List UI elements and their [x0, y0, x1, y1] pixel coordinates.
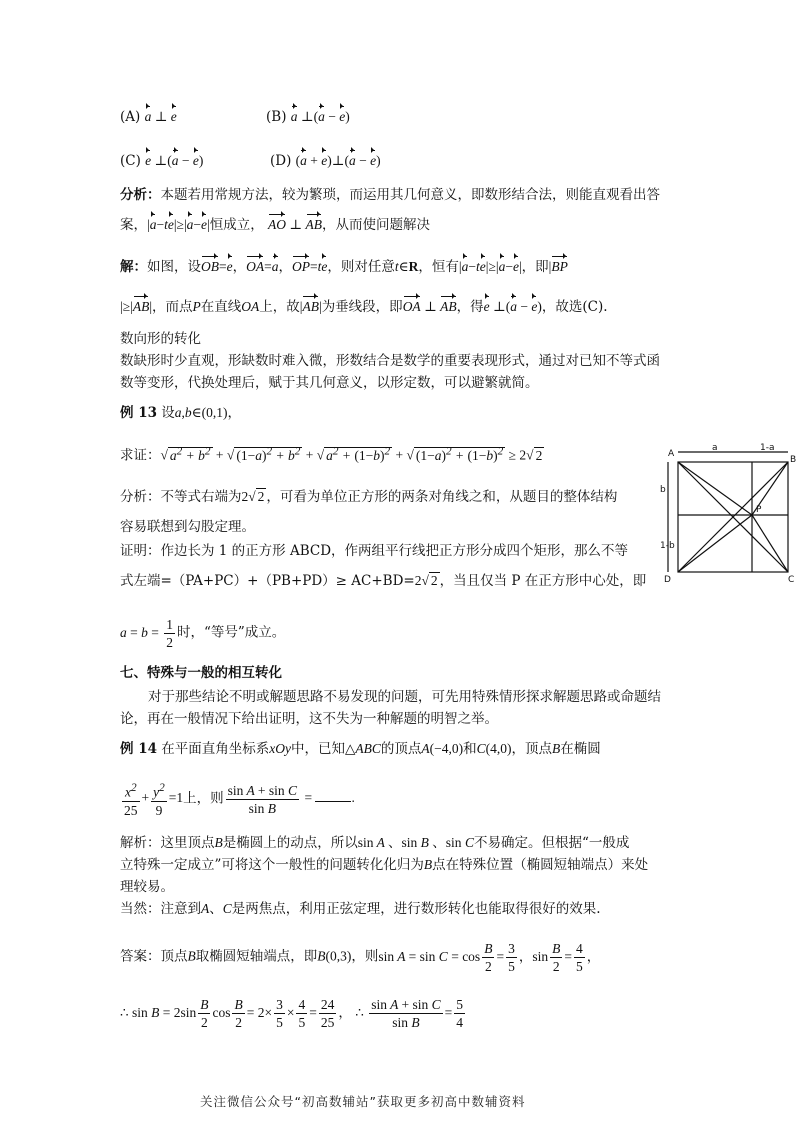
vertex-label-a: A [668, 449, 675, 459]
example-13-prove: 求证：√ $a^2 + b^2$ + √ $(1-a)^2 + b^2$ + √ $a^2 + (1-b)^2$ + √ $(1-a)^2 + (1-b)^2 \ge 2√$ 2 [120, 445, 543, 464]
analysis-1-line1: 分析：本题若用常规方法，较为繁琐，而运用其几何意义，即数形结合法，则能直观看出答 [120, 187, 660, 203]
label-a: a [712, 443, 718, 453]
segment-pc [752, 515, 788, 572]
example-14-analysis-line2: 立特殊一定成立”可将这个一般性的问题转化化归为B点在特殊位置（椭圆短轴端点）来处 [120, 857, 649, 873]
example-13-proof-line1: 证明：作边长为 1 的正方形 ABCD，作两组平行线把正方形分成四个矩形，那么不等 [120, 543, 629, 559]
example-14-answer-line2: ∴ sin B = 2sin $\frac{B}{2}$ cos $\frac{B}{2}$ = 2× $\frac{3}{5}$ × $\frac{4}{5}$ = $\frac{24}{25}$ ， ∴ $\frac{\text{sin A + sin C}}{\text{sin B}}$ = $\frac{5}{4}$ [120, 997, 463, 1030]
option-c: (C) e ⊥(a − e) [120, 153, 204, 169]
label-one-minus-b: 1-b [660, 541, 675, 551]
example-14-line2: $\frac{x^2}{25}$ + $\frac{y^2}{9}$ =1上，则 $\frac{\text{sin A + sin C}}{\text{sin B}}$ = . [124, 782, 355, 818]
segment-pd [678, 515, 752, 572]
vertex-label-b: B [790, 455, 796, 465]
vertex-label-d: D [664, 575, 671, 584]
segment-pa [678, 462, 752, 515]
option-a: (A) a ⊥ e [120, 109, 177, 125]
vertex-label-c: C [788, 575, 795, 584]
example-13-analysis-line2: 容易联想到勾股定理。 [120, 519, 255, 535]
example-14-analysis-line3: 理较易。 [120, 879, 174, 895]
section-shape-line2: 数等变形，代换处理后，赋于其几何意义，以形定数，可以避繁就简。 [120, 375, 539, 391]
solution-1-line1: 解：如图，设OB=e，OA=a，OP=te，则对任意t∈R，恒有|a−te|≥|a−e|，即|BP [120, 259, 568, 275]
example-14-note: 当然：注意到A、C是两焦点，利用正弦定理，进行数形转化也能取得很好的效果. [120, 901, 601, 917]
example-13-proof-line3: a = b = $\frac{1}{2}$ 时，“等号”成立。 [120, 617, 286, 650]
example-14-analysis-line1: 解析：这里顶点B是椭圆上的动点，所以sin A 、sin B 、sin C不易确定。但根据“一般成 [120, 835, 630, 851]
option-d: (D) (a + e)⊥(a − e) [270, 153, 381, 169]
point-label-p: P [756, 505, 762, 515]
page-footer: 关注微信公众号“初高数辅站”获取更多初高中数辅资料 [200, 1094, 526, 1109]
section-7-line2: 论，再在一般情况下给出证明，这不失为一种解题的明智之举。 [120, 711, 498, 727]
label-b: b [660, 485, 666, 495]
section-7-line1: 对于那些结论不明或解题思路不易发现的问题，可先用特殊情形探求解题思路或命题结 [148, 689, 661, 705]
example-13-heading: 例 13 设a,b∈(0,1)， [120, 405, 242, 421]
example-14-line1: 例 14 在平面直角坐标系xOy中，已知△ABC的顶点A(−4,0)和C(4,0)，顶点B在椭圆 [120, 741, 601, 757]
label-one-minus-a: 1-a [760, 443, 775, 453]
section-7-title: 七、特殊与一般的相互转化 [120, 665, 282, 681]
solution-1-line2: |≥|AB|，而点P在直线OA上，故|AB|为垂线段，即OA ⊥ AB，得e ⊥(a − e)，故选(C). [120, 299, 608, 315]
unit-square-figure [660, 440, 796, 584]
section-title-shape: 数向形的转化 [120, 331, 201, 347]
section-shape-line1: 数缺形时少直观，形缺数时难入微，形数结合是数学的重要表现形式，通过对已知不等式函 [120, 353, 660, 369]
analysis-1-line2: 案，|a−te|≥|a−e|恒成立， AO ⊥ AB，从而使问题解决 [120, 217, 430, 233]
example-13-proof-line2: 式左端=（PA+PC）+（PB+PD）≥ AC+BD=2√ 2 ，当且仅当 P 在正方形中心处，即 [120, 573, 647, 589]
option-b: (B) a ⊥(a − e) [266, 109, 350, 125]
example-14-answer-line1: 答案：顶点B取椭圆短轴端点，即B(0,3)，则sin A = sin C = cos $\frac{B}{2}$ = $\frac{3}{5}$ ，sin $\frac{B}{2}$ = $\frac{4}{5}$ ， [120, 941, 601, 974]
example-13-analysis: 分析：不等式右端为2√ 2 ，可看为单位正方形的两条对角线之和，从题目的整体结构 [120, 489, 618, 505]
